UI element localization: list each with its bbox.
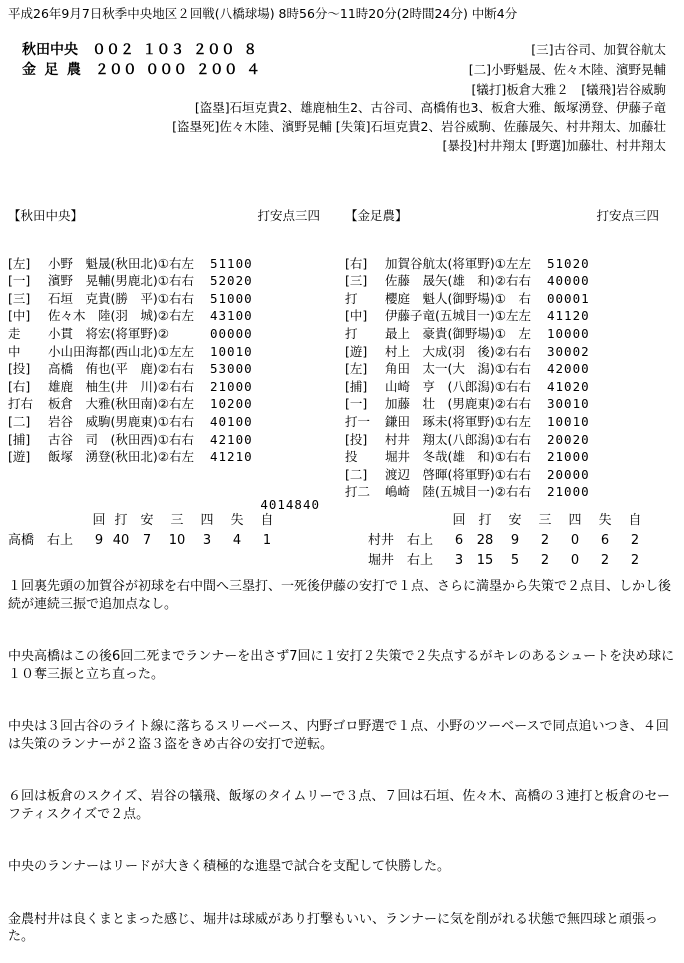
stat: 28 <box>476 533 494 549</box>
summary-paragraph: １回裏先頭の加賀谷が初球を右中間へ三塁打、一死後伊藤の安打で１点、さらに満塁から失策で２点目、しかし後続が連続三振で追加点なし。 <box>8 579 672 612</box>
player-stats: 21000 <box>547 484 590 500</box>
player-row <box>8 449 338 467</box>
player-stats: 20000 <box>547 466 590 482</box>
summary-paragraph: ６回は板倉のスクイズ、岩谷の犠飛、飯塚のタイムリーで３点、７回は石垣、佐々木、高橋の３連打と板倉のセーフティスクイズで２点。 <box>8 789 670 822</box>
stat: 3 <box>454 553 464 569</box>
player-position: [捕] <box>8 431 31 447</box>
col-header: 回 <box>452 513 466 529</box>
player-position: 打二 <box>345 484 371 500</box>
player-name: 小山田海都(西山北)①左左 <box>48 343 194 359</box>
player-row <box>8 432 338 450</box>
col-header: 三 <box>538 513 552 529</box>
pitcher-name: 堀井 <box>368 553 395 569</box>
col-header: 回 <box>92 513 106 529</box>
stat: 9 <box>510 533 520 549</box>
info-steals: [盗塁]石垣克貴2、雄鹿柚生2、古谷司、高橋侑也3、板倉大雅、飯塚湧登、伊藤子竜 <box>194 100 666 115</box>
player-name: 古谷 司 (秋田西)①右右 <box>48 431 194 447</box>
player-position: [二] <box>345 466 368 482</box>
player-name: 櫻庭 魁人(御野場)① 右 <box>385 290 531 306</box>
team-totals: 4014840 <box>260 496 320 512</box>
player-stats: 00001 <box>547 290 590 306</box>
summary-paragraph: 中央高橋はこの後6回二死までランナーを出さず7回に１安打２失策で２失点するがキレのあるシュートを決め球に１０奪三振と立ち直った。 <box>8 649 675 682</box>
pitcher-hand: 右上 <box>47 533 74 549</box>
info-doubles: [二]小野魁晟、佐々木陸、濱野晃輔 <box>468 62 666 77</box>
col-header: 自 <box>260 513 274 529</box>
stat: 10 <box>168 533 186 549</box>
player-stats: 42100 <box>210 431 253 447</box>
player-stats: 10200 <box>210 396 253 412</box>
stat: 2 <box>630 533 640 549</box>
player-stats: 10010 <box>547 413 590 429</box>
player-position: [右] <box>8 378 31 394</box>
player-position: 走 <box>8 325 21 341</box>
stat: 15 <box>476 553 494 569</box>
player-stats: 40100 <box>210 413 253 429</box>
player-row <box>345 273 677 291</box>
player-row <box>345 326 677 344</box>
col-header: 失 <box>230 513 244 529</box>
player-row <box>345 449 677 467</box>
player-name: 角田 太一(大 潟)①右右 <box>385 361 531 377</box>
pitcher-hand: 右上 <box>407 533 434 549</box>
player-name: 村井 翔太(八郎潟)①右右 <box>385 431 531 447</box>
stat: 1 <box>262 533 272 549</box>
player-row <box>8 291 338 309</box>
player-name: 石垣 克貴(勝 平)①右右 <box>48 290 194 306</box>
col-header: 打 <box>478 513 492 529</box>
player-row <box>345 308 677 326</box>
player-position: [三] <box>8 290 31 306</box>
player-row <box>8 326 338 344</box>
player-name: 小貫 将宏(将軍野)② <box>48 325 169 341</box>
player-row <box>345 291 677 309</box>
player-stats: 20020 <box>547 431 590 447</box>
stat: 2 <box>600 553 610 569</box>
player-row <box>345 361 677 379</box>
player-name: 最上 豪貴(御野場)① 左 <box>385 325 531 341</box>
player-stats: 51100 <box>210 255 253 271</box>
col-header: 四 <box>200 513 214 529</box>
player-position: [二] <box>8 413 31 429</box>
stat-columns: 打安点三四 <box>596 208 659 223</box>
scoreboard-row-home <box>22 42 257 59</box>
player-row <box>8 256 338 274</box>
player-row <box>8 379 338 397</box>
player-name: 佐々木 陸(羽 城)②右左 <box>48 308 194 324</box>
player-name: 村上 大成(羽 後)②右右 <box>385 343 531 359</box>
player-name: 伊藤子竜(五城目一)①左左 <box>385 308 531 324</box>
player-stats: 21000 <box>210 378 253 394</box>
player-position: [遊] <box>345 343 368 359</box>
team-name: 秋田中央 <box>22 42 78 58</box>
player-stats: 10000 <box>547 325 590 341</box>
stat: 9 <box>94 533 104 549</box>
player-position: 打 <box>345 290 358 306</box>
player-row <box>345 256 677 274</box>
stat: 3 <box>202 533 212 549</box>
player-name: 小野 魁晟(秋田北)①右左 <box>48 255 194 271</box>
pitcher-name: 村井 <box>368 533 395 549</box>
player-position: [投] <box>8 361 31 377</box>
stat: 40 <box>112 533 130 549</box>
player-row <box>345 344 677 362</box>
pitching-header-row <box>368 511 650 531</box>
col-header: 安 <box>508 513 522 529</box>
player-position: [中] <box>345 308 368 324</box>
info-caught-errors: [盗塁死]佐々木陸、濱野晃輔 [失策]石垣克貴2、岩谷威駒、佐藤晟矢、村井翔太、加藤壮 <box>172 119 666 134</box>
player-row <box>345 414 677 432</box>
player-name: 山崎 亨 (八郎潟)①右右 <box>385 378 531 394</box>
summary-paragraph: 金農村井は良くまとまった感じ、堀井は球威があり打撃もいい、ランナーに気を削がれる状態で無四球と頑張った。 <box>8 911 659 944</box>
player-name: 加藤 壮 (男鹿東)②右右 <box>385 396 531 412</box>
player-stats: 21000 <box>547 449 590 465</box>
player-stats: 41020 <box>547 378 590 394</box>
col-header: 安 <box>140 513 154 529</box>
player-row <box>8 396 338 414</box>
col-header: 四 <box>568 513 582 529</box>
player-row <box>8 344 338 362</box>
player-name: 堀井 冬哉(雄 和)①右右 <box>385 449 531 465</box>
player-position: [投] <box>345 431 368 447</box>
player-stats: 30010 <box>547 396 590 412</box>
player-name: 高橋 侑也(平 鹿)②右右 <box>48 361 194 377</box>
player-stats: 10010 <box>210 343 253 359</box>
player-stats: 51020 <box>547 255 590 271</box>
player-position: [中] <box>8 308 31 324</box>
player-position: [一] <box>8 273 31 289</box>
player-row <box>8 414 338 432</box>
player-row <box>345 396 677 414</box>
pitcher-name: 高橋 <box>8 533 35 549</box>
player-position: [遊] <box>8 449 31 465</box>
player-row <box>8 361 338 379</box>
player-stats: 40000 <box>547 273 590 289</box>
pitcher-hand: 右上 <box>407 553 434 569</box>
player-stats: 42000 <box>547 361 590 377</box>
player-stats: 41120 <box>547 308 590 324</box>
player-position: [左] <box>8 255 31 271</box>
player-position: [一] <box>345 396 368 412</box>
col-header: 三 <box>170 513 184 529</box>
stat: 2 <box>540 533 550 549</box>
player-stats: 30002 <box>547 343 590 359</box>
player-stats: 00000 <box>210 325 253 341</box>
player-name: 濱野 晃輔(男鹿北)①右右 <box>48 273 194 289</box>
player-name: 飯塚 湧登(秋田北)②右左 <box>48 449 194 465</box>
player-position: [右] <box>345 255 368 271</box>
info-wild-pitch: [暴投]村井翔太 [野選]加藤壮、村井翔太 <box>442 138 666 153</box>
info-triples: [三]古谷司、加賀谷航太 <box>531 42 666 57</box>
player-name: 岩谷 威駒(男鹿東)①右右 <box>48 413 194 429</box>
stat: 2 <box>540 553 550 569</box>
game-summary <box>8 543 680 963</box>
stat: 0 <box>570 553 580 569</box>
player-position: 打 <box>345 325 358 341</box>
team-title: 【秋田中央】 <box>8 208 84 223</box>
player-stats: 43100 <box>210 308 253 324</box>
stat: 6 <box>600 533 610 549</box>
player-position: 打右 <box>8 396 34 412</box>
left-box-score <box>8 178 338 529</box>
player-name: 板倉 大雅(秋田南)②右左 <box>48 396 194 412</box>
col-header: 自 <box>628 513 642 529</box>
player-position: [三] <box>345 273 368 289</box>
player-name: 鎌田 琢未(将軍野)①右左 <box>385 413 531 429</box>
player-name: 渡辺 啓暉(将軍野)①右右 <box>385 466 531 482</box>
player-name: 嶋崎 陸(五城目一)②右右 <box>385 484 531 500</box>
player-stats: 41210 <box>210 449 253 465</box>
stat: 4 <box>232 533 242 549</box>
inning-scores: ００２ １０３ ２００ ８ <box>92 42 258 58</box>
stat: 6 <box>454 533 464 549</box>
player-row <box>8 273 338 291</box>
player-name: 加賀谷航太(将軍野)①左左 <box>385 255 531 271</box>
player-name: 佐藤 晟矢(雄 和)②右右 <box>385 273 531 289</box>
player-row <box>345 379 677 397</box>
player-position: 打一 <box>345 413 371 429</box>
team-name: 金 足 農 <box>22 62 81 78</box>
right-box-score <box>345 178 677 517</box>
inning-scores: ２００ ０００ ２００ ４ <box>94 62 261 78</box>
player-row <box>8 308 338 326</box>
player-stats: 52020 <box>210 273 253 289</box>
info-sacrifices: [犠打]板倉大雅２ [犠飛]岩谷威駒 <box>471 82 666 97</box>
player-row <box>345 432 677 450</box>
stat: 2 <box>630 553 640 569</box>
stat-columns: 打安点三四 <box>257 208 320 223</box>
player-stats: 51000 <box>210 290 253 306</box>
player-name: 雄鹿 柚生(井 川)②右右 <box>48 378 194 394</box>
scoreboard-row-away <box>22 62 260 79</box>
col-header: 打 <box>114 513 128 529</box>
pitching-header-row <box>8 511 282 531</box>
player-position: 中 <box>8 343 21 359</box>
summary-paragraph: 中央は３回古谷のライト線に落ちるスリーベース、内野ゴロ野選で１点、小野のツーベースで同点追いつき、４回は失策のランナーが２盗３盗をきめ古谷の安打で逆転。 <box>8 719 669 752</box>
stat: 0 <box>570 533 580 549</box>
stat: 5 <box>510 553 520 569</box>
player-position: [捕] <box>345 378 368 394</box>
player-stats: 53000 <box>210 361 253 377</box>
player-position: [左] <box>345 361 368 377</box>
game-header: 平成26年9月7日秋季中央地区２回戦(八橋球場) 8時56分～11時20分(2時間24分) 中断4分 <box>8 6 518 21</box>
summary-paragraph: 中央のランナーはリードが大きく積極的な進塁で試合を支配して快勝した。 <box>8 859 451 874</box>
player-position: 投 <box>345 449 358 465</box>
stat: 7 <box>142 533 152 549</box>
team-title: 【金足農】 <box>345 208 408 223</box>
col-header: 失 <box>598 513 612 529</box>
